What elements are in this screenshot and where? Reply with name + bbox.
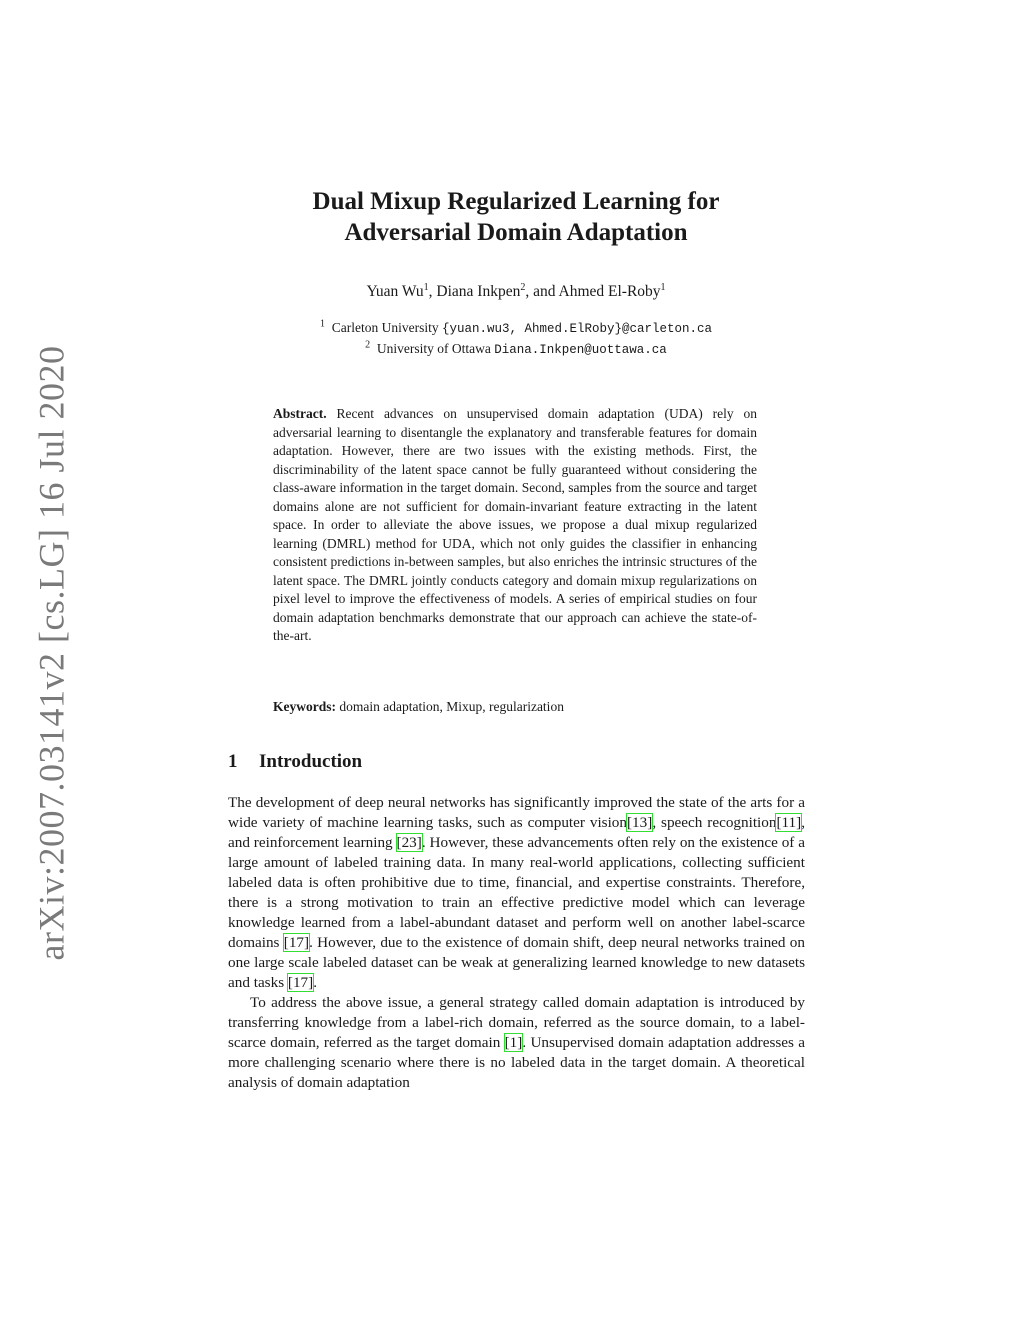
- abstract-label: Abstract.: [273, 406, 327, 421]
- keywords: [273, 699, 757, 715]
- section-heading: [228, 751, 362, 773]
- arxiv-stamp-text: arXiv:2007.03141v2 [cs.LG] 16 Jul 2020: [31, 345, 71, 960]
- keywords-text: domain adaptation, Mixup, regularization: [339, 699, 564, 714]
- intro-body: [228, 793, 805, 1093]
- citation-link[interactable]: [13]: [627, 814, 653, 831]
- affiliation-2: [228, 339, 804, 360]
- citation-link[interactable]: [11]: [776, 814, 802, 831]
- author-separator: , and: [525, 283, 559, 300]
- para-text: . However, these advancements often rely on the existence of a large amount of labeled training data. In many real-world applications, collecting sufficient labeled data is often prohibitive due to time, financial, and expertise constraints. Therefore, there is a strong motivation to train an effective predictive model which can leverage knowledge learned from a label-abundant dataset and perform well on another label-scarce domains: [228, 834, 805, 951]
- affil-mark: 1: [319, 318, 325, 330]
- affil-org: Carleton University: [331, 320, 442, 335]
- abstract: [273, 405, 757, 646]
- author-list: [228, 283, 804, 301]
- paper-title: [228, 186, 804, 248]
- author-affil-mark: 1: [423, 281, 429, 293]
- affil-email: {yuan.wu3, Ahmed.ElRoby}@carleton.ca: [441, 322, 713, 336]
- affil-mark: 2: [365, 339, 371, 351]
- citation-link[interactable]: [17]: [287, 974, 314, 991]
- affil-email: Diana.Inkpen@uottawa.ca: [494, 343, 667, 357]
- author-name: Diana Inkpen: [436, 283, 521, 300]
- affiliation-1: [228, 318, 804, 339]
- para-text: To address the above issue, a general strategy called domain adaptation is introduced by transferring knowledge from a label-rich domain, referred as the source domain, to a label-scarce domain, referred as the target domain: [228, 994, 805, 1051]
- author-name: Ahmed El-Roby: [558, 283, 661, 300]
- paragraph-1: [228, 793, 805, 993]
- citation-link[interactable]: [23]: [396, 834, 422, 851]
- section-title: Introduction: [259, 751, 363, 772]
- title-line-2: Adversarial Domain Adaptation: [344, 219, 688, 246]
- citation-link[interactable]: [1]: [504, 1034, 523, 1051]
- para-text: , and reinforcement learning: [228, 814, 805, 851]
- para-text: . However, due to the existence of domain shift, deep neural networks trained on one large scale labeled dataset can be weak at generalizing learned knowledge to new datasets and tasks: [228, 934, 805, 991]
- para-text: The development of deep neural networks has significantly improved the state of the arts for a wide variety of machine learning tasks, such as computer vision: [228, 794, 805, 831]
- para-text: .: [313, 974, 318, 991]
- title-line-1: Dual Mixup Regularized Learning for: [312, 188, 720, 215]
- para-text: , speech recognition: [652, 814, 777, 831]
- arxiv-stamp: [28, 345, 74, 960]
- abstract-text: Recent advances on unsupervised domain adaptation (UDA) rely on adversarial learning to disentangle the explanatory and transferable features for domain adaptation. However, there are two issues with the existing methods. First, the discriminability of the latent space cannot be fully guaranteed without considering the class-aware information in the target domain. Second, samples from the source and target domains alone are not sufficient for domain-invariant feature extracting in the latent space. In order to alleviate the above issues, we propose a dual mixup regularized learning (DMRL) method for UDA, which not only guides the classifier in enhancing consistent predictions in-between samples, but also enriches the intrinsic structures of the latent space. The DMRL jointly conducts category and domain mixup regularizations on pixel level to improve the effectiveness of models. A series of empirical studies on four domain adaptation benchmarks demonstrate that our approach can achieve the state-of-the-art.: [273, 406, 758, 643]
- affil-org: University of Ottawa: [376, 341, 495, 356]
- author-affil-mark: 1: [660, 281, 666, 293]
- affiliations: [228, 318, 804, 360]
- author-affil-mark: 2: [520, 281, 526, 293]
- citation-link[interactable]: [17]: [283, 934, 310, 951]
- author-name: Yuan Wu: [366, 283, 424, 300]
- para-text: . Unsupervised domain adaptation addresses a more challenging scenario where there is no labeled data in the target domain. A theoretical analysis of domain adaptation: [228, 1034, 805, 1091]
- author-separator: ,: [428, 283, 437, 300]
- section-number: 1: [228, 751, 238, 772]
- keywords-label: Keywords:: [273, 699, 336, 714]
- paragraph-2: [228, 993, 805, 1093]
